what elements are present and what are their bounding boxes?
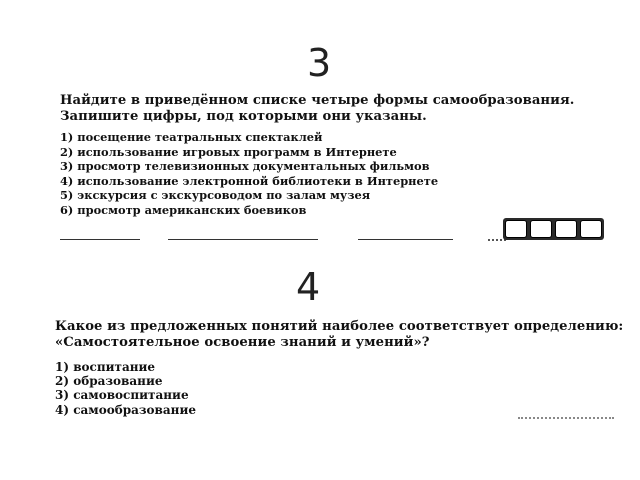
footer-scribble: [518, 417, 614, 419]
task-4-option-2: 2) образование: [55, 374, 163, 389]
task-4-option-4: 4) самообразование: [55, 402, 196, 417]
task-3-options: [60, 130, 438, 217]
answer-box-3[interactable]: [555, 220, 577, 238]
task-3-option-1: 1) посещение театральных спектаклей: [60, 130, 323, 144]
task-4-option-3: 3) самовоспитание: [55, 388, 189, 403]
task-4-options: [55, 360, 196, 417]
answer-box-4[interactable]: [580, 220, 602, 238]
answer-boxes: [503, 218, 604, 240]
answer-line: [168, 239, 318, 240]
answer-box-1[interactable]: [505, 220, 527, 238]
task-3-number: 3: [307, 41, 332, 85]
task-4-number: 4: [296, 265, 321, 309]
task-3-option-3: 3) просмотр телевизионных документальных фильмов: [60, 159, 430, 173]
answer-line: [60, 239, 140, 240]
task-3-option-5: 5) экскурсия с экскурсоводом по залам музея: [60, 188, 371, 202]
answer-box-2[interactable]: [530, 220, 552, 238]
task-3-option-2: 2) использование игровых программ в Интернете: [60, 144, 397, 159]
task-3-option-6: 6) просмотр американских боевиков: [60, 202, 307, 217]
answer-line: [358, 239, 453, 240]
task-4-option-1: 1) воспитание: [55, 360, 156, 374]
task-4-question: Какое из предложенных понятий наиболее соответствует определению: «Самостоятельное освоение знаний и умений»?: [55, 319, 624, 350]
task-3-option-4: 4) использование электронной библиотеки в Интернете: [60, 173, 439, 188]
task-3-question: Найдите в приведённом списке четыре формы самообразования. Запишите цифры, под которыми они указаны.: [60, 93, 575, 124]
